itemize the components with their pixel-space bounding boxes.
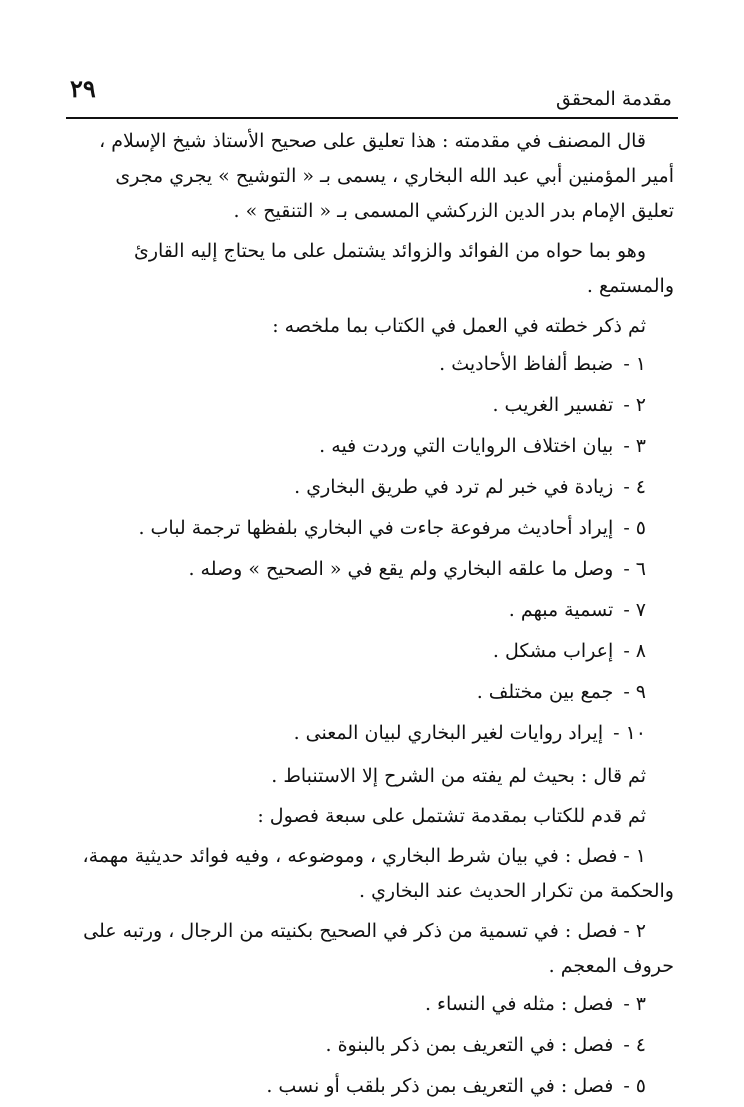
list-item-number: ٨ -: [623, 640, 646, 662]
list-item-text: فصل : مثله في النساء .: [424, 993, 614, 1015]
list-item-number: ٣ -: [623, 435, 646, 457]
list-item-number: ١ -: [623, 353, 646, 375]
chapters-intro-paragraph: ثم قدم للكتاب بمقدمة تشتمل على سبعة فصول :: [257, 805, 646, 827]
chapter-1-paragraph: [68, 839, 674, 909]
list-item-text: إعراب مشكل .: [492, 640, 614, 662]
list-item: [68, 984, 674, 1025]
list-item-text: فصل : في التعريف بمن ذكر بالبنوة .: [325, 1034, 614, 1056]
plan-list: [68, 344, 674, 754]
list-item-text: ضبط ألفاظ الأحاديث .: [439, 353, 614, 375]
list-item-text: فصل : في التعريف بمن ذكر بلقب أو نسب .: [266, 1075, 614, 1097]
list-item-text: إيراد روايات لغير البخاري لبيان المعنى .: [293, 722, 604, 744]
benefits-paragraph: وهو بما حواه من الفوائد والزوائد يشتمل على ما يحتاج إليه القارئ والمستمع .: [133, 240, 674, 297]
intro-line-2: المؤمنين أبي عبد الله البخاري ، يسمى بـ « التوشيح » يجري مجرى تعليق الإمام: [115, 165, 674, 222]
running-title: مقدمة المحقق: [556, 88, 672, 110]
list-item: [68, 508, 674, 549]
list-item-number: ٤ -: [623, 1034, 646, 1056]
list-item-number: ٧ -: [623, 599, 646, 621]
header-rule: [66, 117, 678, 119]
list-item: [68, 1066, 674, 1107]
list-item: [68, 631, 674, 672]
list-item-text: جمع بين مختلف .: [476, 681, 614, 703]
list-item: [68, 672, 674, 713]
list-item-text: وصل ما علقه البخاري ولم يقع في « الصحيح » وصله .: [188, 558, 614, 580]
list-item-text: بيان اختلاف الروايات التي وردت فيه .: [319, 435, 614, 457]
list-item: [68, 713, 674, 754]
list-item-number: ٢ -: [623, 394, 646, 416]
list-item: [68, 549, 674, 590]
list-item-number: ٥ -: [623, 1075, 646, 1097]
list-item-number: ١٠ -: [613, 722, 646, 744]
no-deduction-paragraph: ثم قال : بحيث لم يفته من الشرح إلا الاستنباط .: [271, 765, 646, 787]
chapter-2-paragraph: [68, 914, 674, 984]
list-item-number: ٣ -: [623, 993, 646, 1015]
list-item-text: زيادة في خبر لم ترد في طريق البخاري .: [294, 476, 614, 498]
chapter-1-line-1: ١ - فصل : في بيان شرط البخاري ، وموضوعه ، وفيه فوائد حديثية مهمة،: [82, 845, 646, 867]
chapter-2-line-2: حروف المعجم .: [548, 955, 674, 977]
page-body: [68, 124, 674, 1107]
list-item: [68, 344, 674, 385]
list-item-text: تسمية مبهم .: [508, 599, 614, 621]
list-item-text: تفسير الغريب .: [492, 394, 614, 416]
plan-intro-paragraph: ثم ذكر خطته في العمل في الكتاب بما ملخصه :: [272, 315, 646, 337]
intro-paragraph: [68, 124, 674, 229]
list-item: [68, 1025, 674, 1066]
page-number: ٢٩: [70, 74, 96, 103]
list-item: [68, 426, 674, 467]
list-item-number: ٦ -: [623, 558, 646, 580]
list-item: [68, 385, 674, 426]
list-item-number: ٥ -: [623, 517, 646, 539]
list-item-text: إيراد أحاديث مرفوعة جاءت في البخاري بلفظها ترجمة لباب .: [138, 517, 614, 539]
intro-line-1: قال المصنف في مقدمته : هذا تعليق على صحيح الأستاذ شيخ الإسلام ، أمير: [99, 130, 674, 187]
list-item: [68, 590, 674, 631]
list-item-number: ٩ -: [623, 681, 646, 703]
chapter-1-line-2: والحكمة من تكرار الحديث عند البخاري .: [358, 880, 674, 902]
list-item: [68, 467, 674, 508]
list-item-number: ٤ -: [623, 476, 646, 498]
chapter-2-line-1: ٢ - فصل : في تسمية من ذكر في الصحيح بكنيته من الرجال ، ورتبه على: [83, 920, 646, 942]
intro-line-3: بدر الدين الزركشي المسمى بـ « التنقيح » .: [233, 200, 576, 222]
